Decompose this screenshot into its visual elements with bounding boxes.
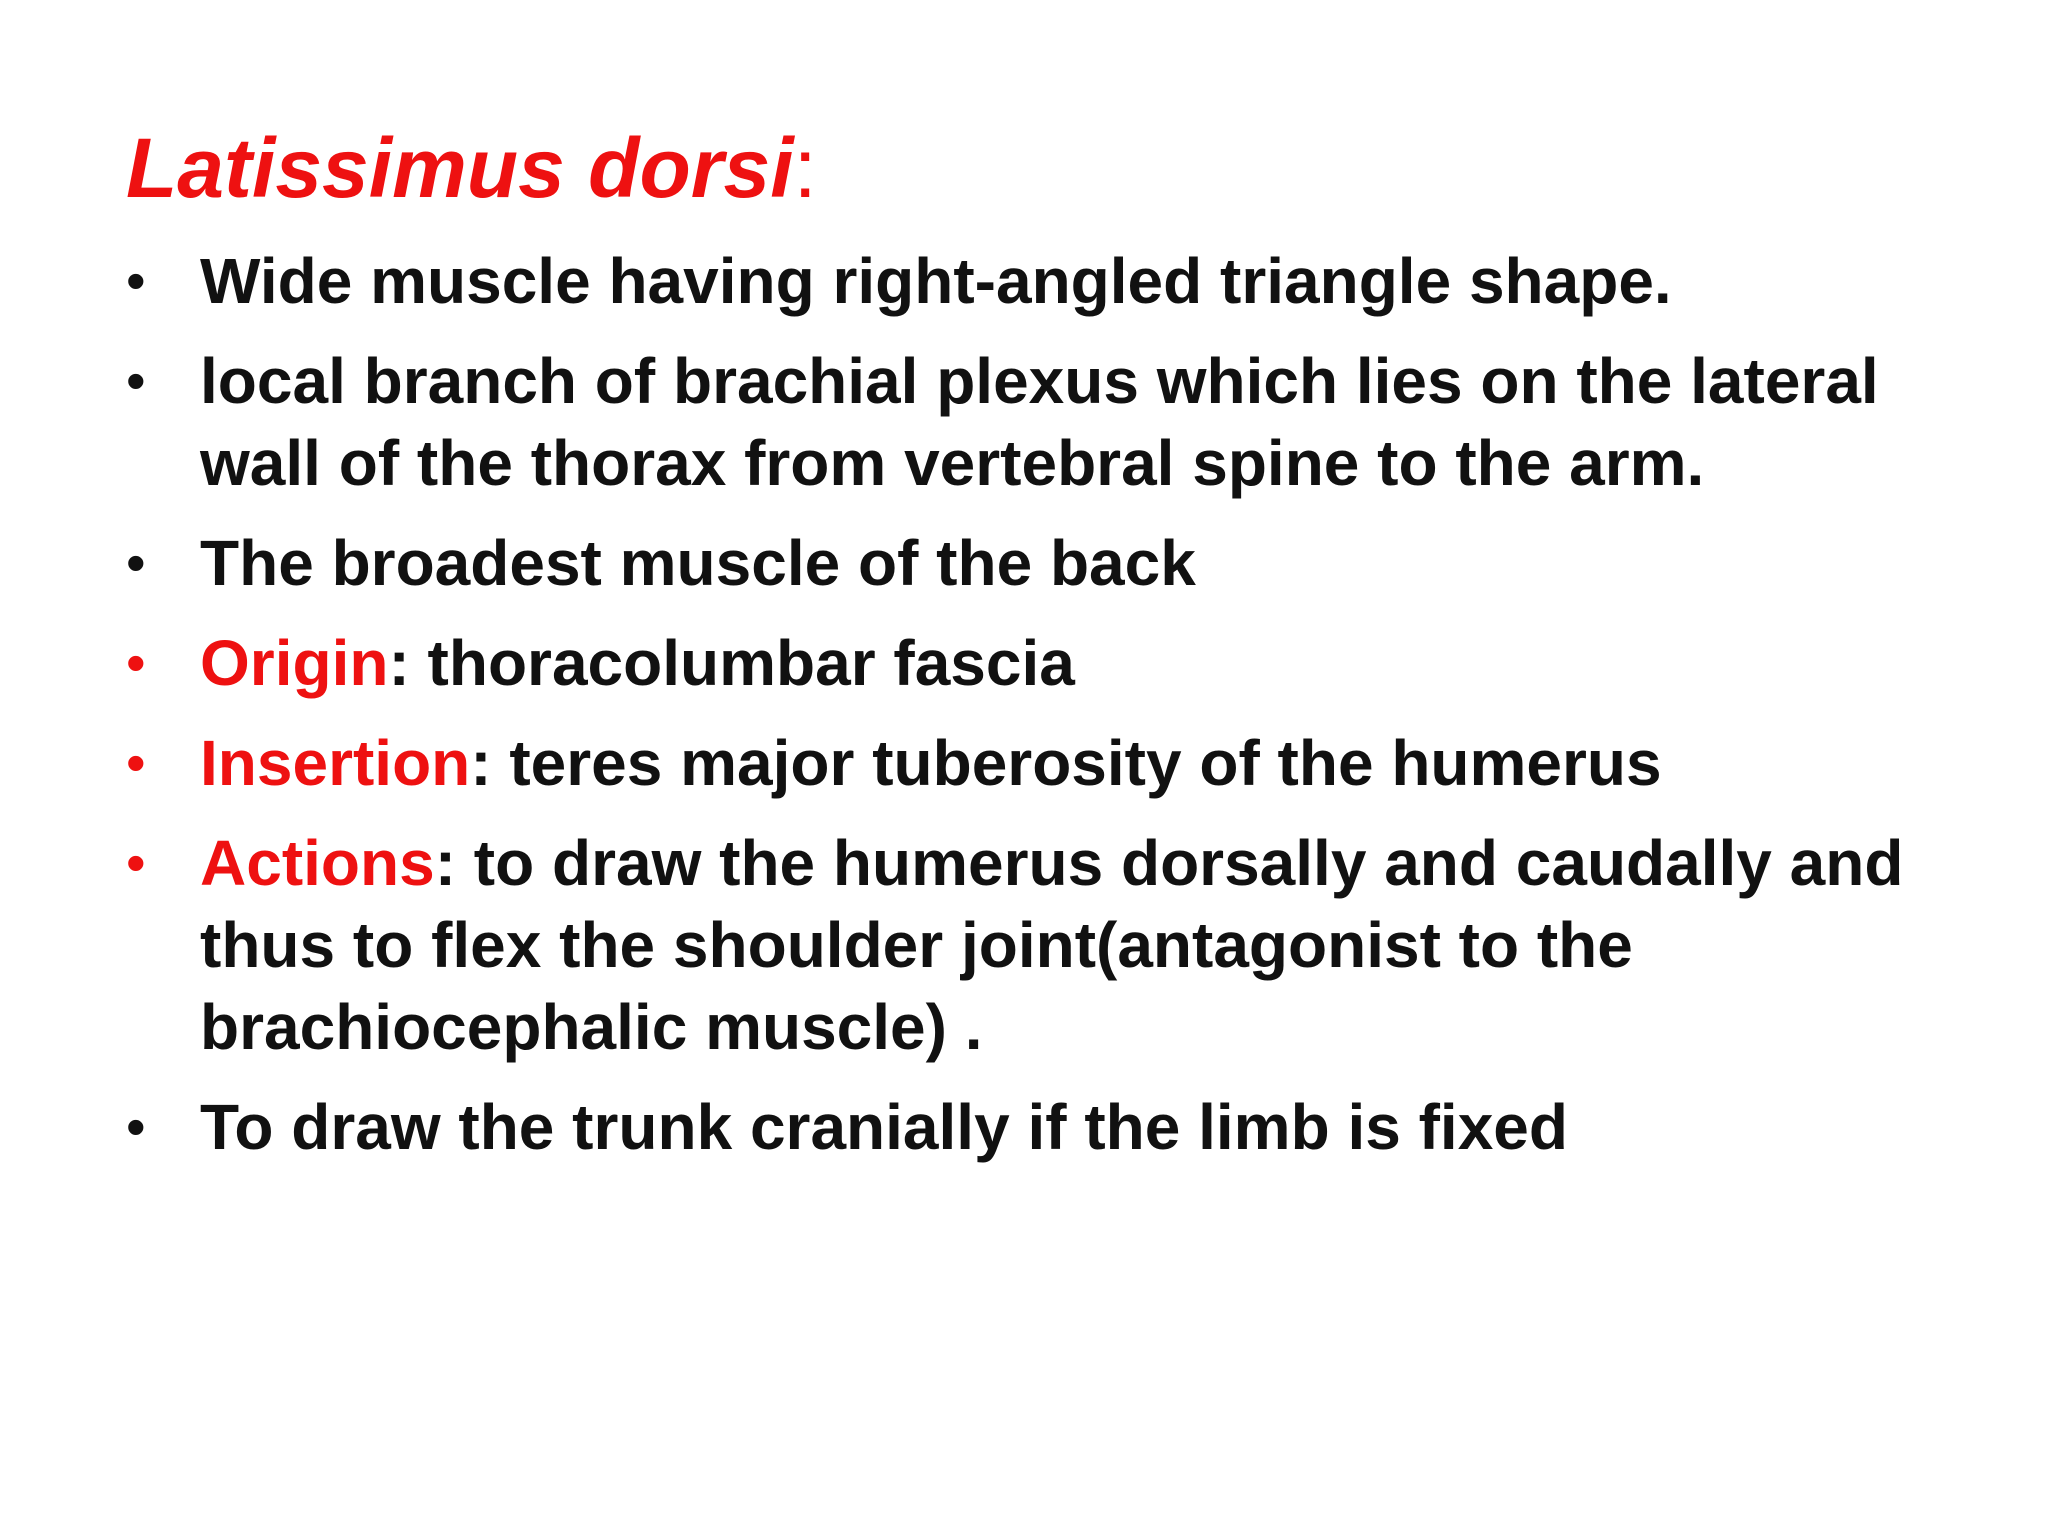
bullet-list [126, 240, 2006, 1186]
bullet-text: local branch of brachial plexus which lies on the lateral wall of the thorax from vertebral spine to the arm. [200, 345, 1879, 499]
slide-title-colon: : [793, 121, 817, 215]
bullet-item-nerve [126, 340, 2006, 504]
bullet-label-origin: Origin [200, 627, 389, 699]
bullet-item-shape [126, 240, 2006, 322]
bullet-dot-icon: • [126, 349, 146, 412]
bullet-text: To draw the trunk cranially if the limb is fixed [200, 1091, 1568, 1163]
bullet-label-actions: Actions [200, 827, 435, 899]
bullet-dot-icon: • [126, 631, 146, 694]
bullet-label-insertion: Insertion [200, 727, 471, 799]
bullet-text: The broadest muscle of the back [200, 527, 1196, 599]
slide-title-text: Latissimus dorsi [126, 121, 794, 215]
bullet-item-actions [126, 822, 2006, 1068]
bullet-dot-icon: • [126, 831, 146, 894]
bullet-text: : teres major tuberosity of the humerus [470, 727, 1662, 799]
bullet-dot-icon: • [126, 731, 146, 794]
bullet-text: : thoracolumbar fascia [388, 627, 1075, 699]
bullet-dot-icon: • [126, 531, 146, 594]
bullet-text: Wide muscle having right-angled triangle shape. [200, 245, 1672, 317]
bullet-dot-icon: • [126, 1095, 146, 1158]
bullet-item-insertion [126, 722, 2006, 804]
slide-title [126, 118, 817, 218]
bullet-item-origin [126, 622, 2006, 704]
bullet-item-broadest [126, 522, 2006, 604]
bullet-item-trunk [126, 1086, 2006, 1168]
bullet-dot-icon: • [126, 249, 146, 312]
bullet-text: : to draw the humerus dorsally and caudally and thus to flex the shoulder joint(antagonist to the brachiocephalic muscle) . [200, 827, 1904, 1063]
